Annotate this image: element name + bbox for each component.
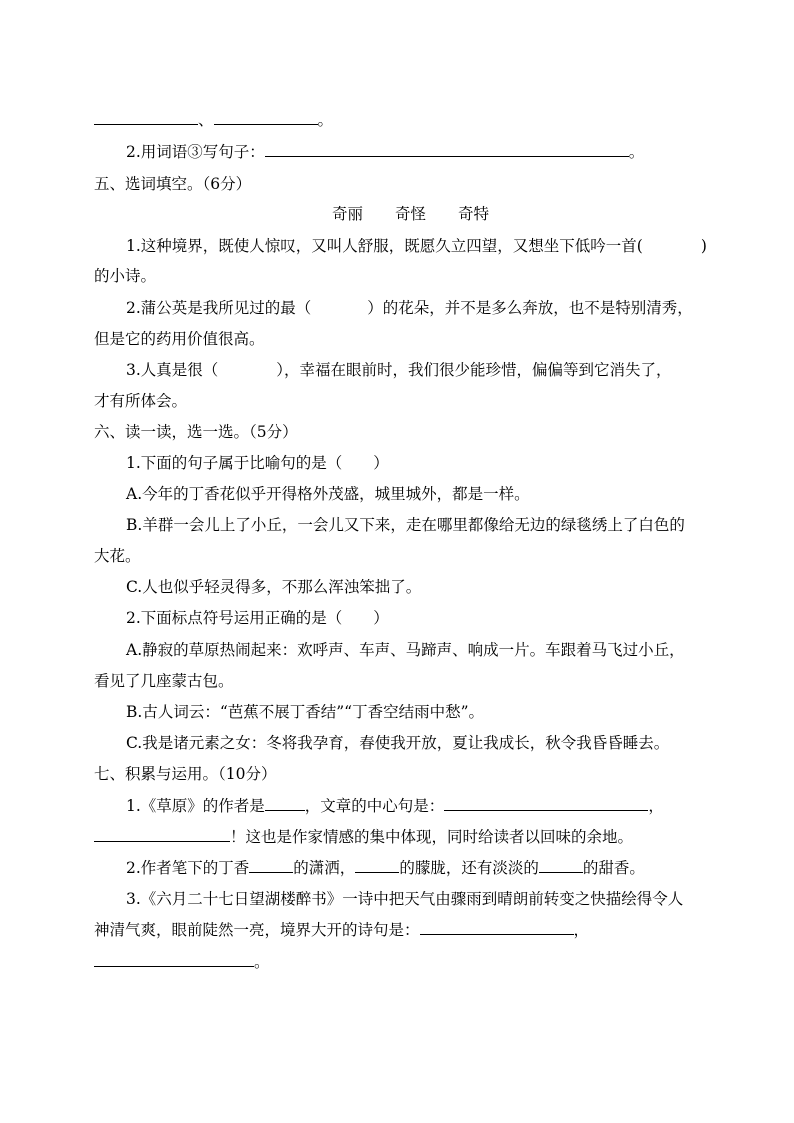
question-text: 的潇洒， bbox=[293, 859, 356, 877]
answer-blank[interactable] bbox=[265, 142, 629, 157]
question-text: 神清气爽，眼前陡然一亮，境界大开的诗句是： bbox=[94, 921, 420, 939]
question-7-3-cont bbox=[94, 920, 589, 940]
option-word: 奇怪 bbox=[395, 205, 427, 223]
option-b[interactable]: B.羊群一会儿上了小丘，一会儿又下来，走在哪里都像给无边的绿毯绣上了白色的 bbox=[126, 516, 685, 534]
question-text: 3.人真是很（ bbox=[126, 361, 219, 379]
section-6-heading: 六、读一读，选一选。（5分） bbox=[94, 423, 298, 441]
question-text: ），幸福在眼前时，我们很少能珍惜，偏偏等到它消失了， bbox=[276, 361, 672, 379]
separator: 、 bbox=[198, 111, 214, 129]
question-text: 2.作者笔下的丁香 bbox=[126, 859, 250, 877]
answer-blank[interactable] bbox=[420, 920, 574, 935]
option-a[interactable]: A.静寂的草原热闹起来：欢呼声、车声、马蹄声、响成一片。车跟着马飞过小丘， bbox=[126, 641, 685, 659]
period: 。 bbox=[254, 953, 270, 971]
answer-blank[interactable] bbox=[265, 796, 305, 811]
answer-blank[interactable] bbox=[444, 796, 648, 811]
answer-blank[interactable] bbox=[539, 858, 583, 873]
option-c[interactable]: C.我是诸元素之女：冬将我孕育，春使我开放，夏让我成长，秋令我昏昏睡去。 bbox=[126, 734, 670, 752]
option-b-cont: 大花。 bbox=[94, 547, 141, 565]
question-7-3: 3.《六月二十七日望湖楼醉书》一诗中把天气由骤雨到晴朗前转变之快描绘得令人 bbox=[126, 890, 684, 908]
question-text: ) bbox=[700, 237, 707, 255]
question-7-2 bbox=[126, 858, 645, 878]
question-7-1-cont bbox=[94, 827, 633, 847]
answer-blank[interactable] bbox=[214, 110, 318, 125]
answer-blank[interactable] bbox=[94, 827, 230, 842]
question-text: 2.蒲公英是我所见过的最（ bbox=[126, 299, 312, 317]
question-text: 的甜香。 bbox=[582, 859, 645, 877]
option-a[interactable]: A.今年的丁香花似乎开得格外茂盛，城里城外，都是一样。 bbox=[126, 485, 530, 503]
question-text: ！这也是作家情感的集中体现，同时给读者以回味的余地。 bbox=[230, 828, 634, 846]
question-6-1: 1.下面的句子属于比喻句的是（ ） bbox=[126, 454, 389, 472]
section-7-heading: 七、积累与运用。（10分） bbox=[94, 765, 277, 783]
period: 。 bbox=[317, 111, 334, 129]
question-text: ）的花朵，并不是多么奔放，也不是特别清秀， bbox=[367, 299, 693, 317]
question-4-2 bbox=[126, 142, 644, 162]
option-c[interactable]: C.人也似乎轻灵得多，不那么浑浊笨拙了。 bbox=[126, 578, 422, 596]
answer-blank[interactable] bbox=[249, 858, 293, 873]
question-text: 1.《草原》的作者是 bbox=[126, 797, 265, 815]
word-options bbox=[332, 204, 489, 224]
question-text: 2.用词语③写句子： bbox=[126, 143, 265, 161]
option-a-cont: 看见了几座蒙古包。 bbox=[94, 672, 234, 690]
question-text: 的朦胧，还有淡淡的 bbox=[399, 859, 539, 877]
question-text: 1.这种境界，既使人惊叹，又叫人舒服，既愿久立四望，又想坐下低吟一首( bbox=[126, 237, 643, 255]
question-6-2: 2.下面标点符号运用正确的是（ ） bbox=[126, 609, 389, 627]
answer-blank[interactable] bbox=[94, 952, 254, 967]
answer-blank[interactable] bbox=[355, 858, 399, 873]
section-5-heading: 五、选词填空。（6分） bbox=[94, 175, 252, 193]
question-5-2-cont: 但是它的药用价值很高。 bbox=[94, 330, 265, 348]
question-7-1 bbox=[126, 796, 664, 816]
question-5-1 bbox=[126, 236, 707, 256]
question-7-3-cont2 bbox=[94, 952, 270, 972]
period: 。 bbox=[628, 143, 645, 161]
question-text: ，文章的中心句是： bbox=[304, 797, 445, 815]
question-5-1-cont: 的小诗。 bbox=[94, 267, 157, 285]
option-b[interactable]: B.古人词云：“芭蕉不展丁香结”“丁香空结雨中愁”。 bbox=[126, 703, 485, 721]
option-word: 奇丽 bbox=[332, 205, 364, 223]
question-5-2 bbox=[126, 298, 693, 318]
question-5-3-cont: 才有所体会。 bbox=[94, 392, 188, 410]
question-text: ， bbox=[573, 921, 590, 939]
answer-blank[interactable] bbox=[94, 110, 198, 125]
answer-line-top bbox=[94, 110, 333, 130]
question-5-3 bbox=[126, 360, 672, 380]
question-text: ， bbox=[648, 797, 664, 815]
option-word: 奇特 bbox=[458, 205, 490, 223]
